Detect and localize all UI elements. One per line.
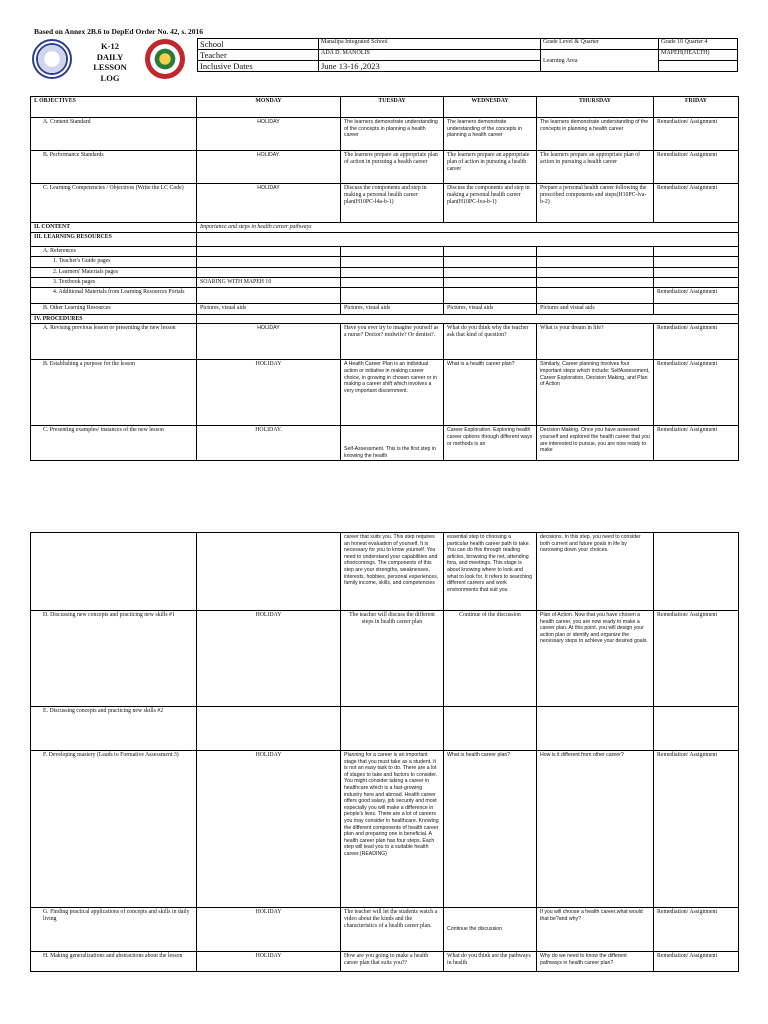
objectives-heading: I. OBJECTIVES — [31, 97, 197, 118]
table-row: 2. Learners' Materials pages — [31, 267, 739, 277]
day-tuesday: TUESDAY — [341, 97, 444, 118]
page-1 — [0, 0, 768, 478]
table-row: A. Revising previous lesson or presenting the new lesson HOLIDAY Have you ever try to imagine yourself as a nurse? Doctor? midwife? Or dentist?. What do you think why the teacher ask that kind of question? What is your dream in life? Remediation/ Assignment — [31, 324, 739, 360]
page-2 — [0, 530, 768, 1024]
header-table — [197, 38, 738, 72]
table-row: 1. Teacher's Guide pages — [31, 256, 739, 267]
dates-value: June 13-16 ,2023 — [319, 61, 541, 72]
table-row: G. Finding practical applications of concepts and skills in daily living HOLIDAY The teacher will let the students watch a video about the kinds and the characteristics of a health career plan. Continue the discussion If you will choose a health career,what would that be?and why? Remediation/ Assignment — [31, 908, 739, 952]
grade-value: Grade 10 Quarter 4 — [659, 39, 738, 50]
area-value: MAPEH(HEALTH) — [659, 50, 738, 61]
table-row: B. Other Learning Resources Pictures, visual aids Pictures, visual aids Pictures, visual aids Pictures and visual aids — [31, 303, 739, 314]
table-row: H. Making generalizations and abstractions about the lesson HOLIDAY How are you going to make a health career plan that suits you?? What do you think are the pathways in health Why do we need to know the different pathways in health career plan? Remediation/ Assignment — [31, 952, 739, 972]
table-row: A. Content Standard HOLIDAY The learners demonstrate understanding of the concepts in planning a health career The learners demonstrate understanding of the concepts in planning a health career The learners demonstrate understanding of the concepts in planning a health career Remediation/ Assignment — [31, 118, 739, 151]
school-label: School — [198, 39, 319, 50]
deped-seal-icon — [32, 39, 72, 79]
table-row: II. CONTENT Importance and steps in health career pathways — [31, 223, 739, 233]
dll-table-page1 — [30, 96, 739, 461]
table-row: career that suits you. This step requires an honest evaluation of yourself. It is necessary for you to know yourself. You need to understand your capabilities and shortcomings. The components of this step are your strengths, weaknesses, interests, hobbies, personal experiences, family income, skills, and competencies essential step to choosing a particular health career path to take. You can do this through reading articles, browsing the net, attending fora, and meetings. This stage is about knowing where to look and what to look for. It refers to searching different careers and work environments that suit you decisions. In this step, you need to consider both current and future goals in life by narrowing down your choices. — [31, 533, 739, 611]
table-row: B. Performance Standards HOLIDAY. The learners prepare an appropriate plan of action in pursuing a health career The learners prepare an appropriate plan of action in pursuing a health career The learners prepare an appropriate plan of action in pursuing a health career Remediation/ Assignment — [31, 151, 739, 184]
annex-note: Based on Annex 2B.6 to DepEd Order No. 42, s. 2016 — [34, 27, 204, 36]
table-row: B. Establishing a purpose for the lesson HOLIDAY A Health Career Plan is an individual action or initiative in making career choice, in growing in chosen career or in making a career shift which involves a very important discernment. What is a health career plan? Similarly, Career planning involves four important steps which include: SelfAssessment, Career Exploration, Decision Making, and Plan of Action Remediation/ Assignment — [31, 360, 739, 426]
table-row: E. Discussing concepts and practicing new skills #2 — [31, 707, 739, 751]
teacher-value: ADA D. MANOLIS — [319, 50, 541, 61]
table-row: 4. Additional Materials from Learning Resources Portals Remediation/ Assignment — [31, 287, 739, 303]
table-row: F. Developing mastery (Leads to Formative Assessment 3) HOLIDAY Planning for a career is an important stage that you must take as a student. It is not an easy task to do. There are a lot of stages to take and factors to consider. You might consider taking a career in healthcare which is a fast-growing industry here and abroad. Health career offers good salary, job security and most especially you will make a difference in people's lives. There are a lot of careers you may consider in healthcare. Knowing the different components of health career plan and preparing one is beneficial. A health career plan has four steps. Each step will lead you to a suitable health career.(READING) What is health career plan? How is it different from other career? Remediation/ Assignment — [31, 751, 739, 908]
school-value: Manalipa Integrated School — [319, 39, 541, 50]
teacher-label: Teacher — [198, 50, 319, 61]
area-label: Learning Area — [541, 50, 659, 72]
dll-table-page2 — [30, 532, 739, 972]
table-row: D. Discussing new concepts and practicing new skills #1 HOLIDAY The teacher will discuss the different steps in health career plan Continue of the discussion Plan of Action. Now that you have chosen a health career, you are now ready to make a career plan. At this point, you will design your action plan or identify and organize the necessary steps to achieve your desired goals. Remediation/ Assignment — [31, 611, 739, 707]
school-seal-icon — [145, 39, 185, 79]
dll-title: K-12 DAILY LESSON LOG — [93, 41, 127, 83]
day-monday: MONDAY — [197, 97, 341, 118]
table-row: C. Presenting examples/ instances of the new lesson HOLIDAY. Self-Assessment. This is the first step in knowing the health Career Exploration. Exploring health career options through different ways or methods is an Decision Making. Once you have assessed yourself and explored the health career that you are interested to pursue, you are now ready to make Remediation/ Assignment — [31, 426, 739, 461]
grade-label: Grade Level & Quarter — [541, 39, 659, 50]
day-thursday: THURSDAY — [537, 97, 654, 118]
table-row: A. References — [31, 246, 739, 256]
dates-label: Inclusive Dates — [198, 61, 319, 72]
table-row: III. LEARNING RESOURCES — [31, 232, 739, 246]
day-wednesday: WEDNESDAY — [444, 97, 537, 118]
table-row: IV. PROCEDURES — [31, 314, 739, 324]
table-row: C. Learning Competencies / Objectives (Write the LC Code) HOLIDAY Discuss the components and step in making a personal health career plan(H10PC-l4a-b-1) Discuss the components and step in making a personal health career plan(H10PC-lva-b-1) Prepare a personal health career following the prescribed components and steps(H10PC-lva-b-2) Remediation/ Assignment — [31, 184, 739, 223]
day-friday: FRIDAY — [654, 97, 739, 118]
table-row: 3. Textbook pages SOARING WITH MAPEH 10 — [31, 277, 739, 287]
